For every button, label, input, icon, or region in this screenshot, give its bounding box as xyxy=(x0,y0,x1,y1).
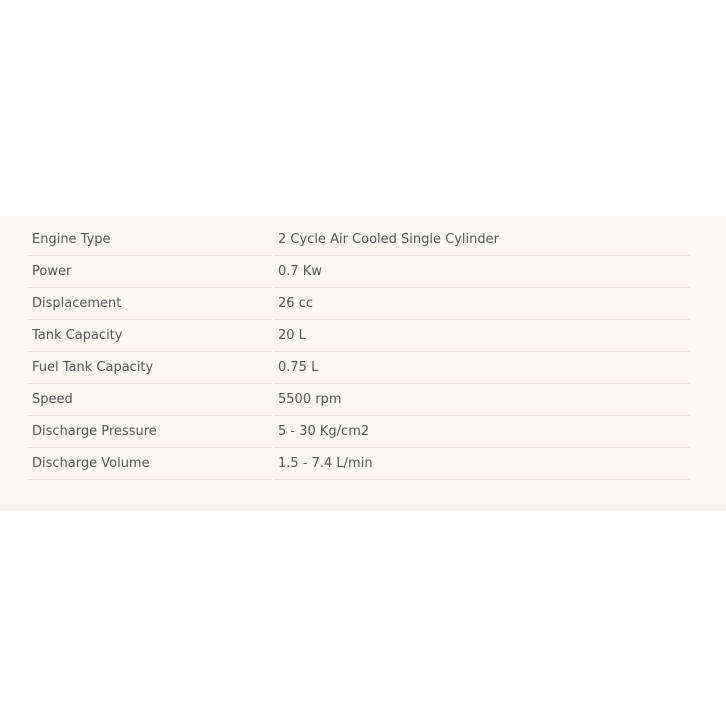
spec-label: Fuel Tank Capacity xyxy=(28,352,272,384)
spec-label: Tank Capacity xyxy=(28,320,272,352)
spec-row-fuel-tank-capacity xyxy=(28,352,690,384)
spec-value: 0.75 L xyxy=(274,352,690,384)
spec-label: Power xyxy=(28,256,272,288)
spec-label: Displacement xyxy=(28,288,272,320)
spec-value: 26 cc xyxy=(274,288,690,320)
spec-value: 0.7 Kw xyxy=(274,256,690,288)
spec-row-discharge-volume xyxy=(28,448,690,480)
spec-label: Discharge Pressure xyxy=(28,416,272,448)
spec-value: 2 Cycle Air Cooled Single Cylinder xyxy=(274,224,690,256)
spec-row-tank-capacity xyxy=(28,320,690,352)
spec-value: 20 L xyxy=(274,320,690,352)
spec-value: 5 - 30 Kg/cm2 xyxy=(274,416,690,448)
spec-label: Speed xyxy=(28,384,272,416)
spec-label: Discharge Volume xyxy=(28,448,272,480)
spec-row-discharge-pressure xyxy=(28,416,690,448)
specifications-table xyxy=(28,224,690,480)
spec-label: Engine Type xyxy=(28,224,272,256)
spec-row-engine-type xyxy=(28,224,690,256)
spec-value: 1.5 - 7.4 L/min xyxy=(274,448,690,480)
specifications-panel xyxy=(0,216,726,511)
spec-value: 5500 rpm xyxy=(274,384,690,416)
spec-row-displacement xyxy=(28,288,690,320)
spec-row-speed xyxy=(28,384,690,416)
spec-row-power xyxy=(28,256,690,288)
